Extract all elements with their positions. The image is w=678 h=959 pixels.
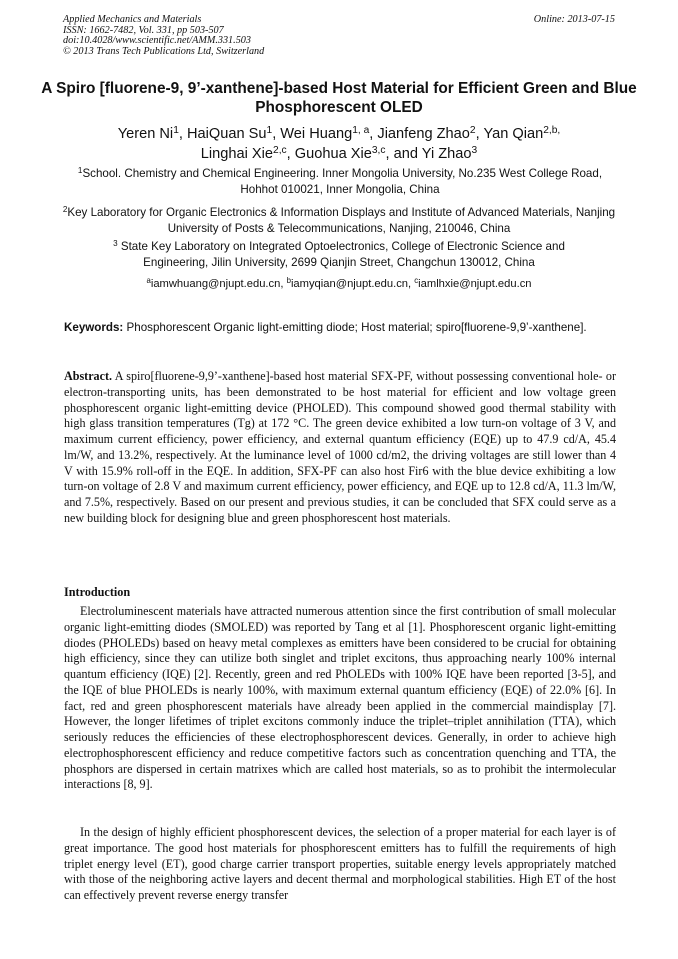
author-sup: 3 bbox=[471, 145, 478, 157]
author-list bbox=[60, 124, 618, 164]
author-name: Wei Huang bbox=[280, 126, 353, 142]
author-sep: , bbox=[369, 126, 378, 142]
intro-paragraph-1: Electroluminescent materials have attracted numerous attention since the first contribution of small molecular organic light-emitting diodes (SMOLED) was reported by Tang et al [1]. Phosphorescent organic light-emitting diodes (PHOLEDs) based on heavy metal complexes as emitters have been considered to be crucial for obtaining high efficiency, since they can utilize both singlet and triplet excitons, thus approaching nearly 100% internal quantum efficiency (IQE) [2]. Recently, green and red PhOLEDs with 100% IQE have been reported [3-5], and the IQE of blue PHOLEDs is nearly 100%, with maximum external quantum efficiency (EQE) of 22.0% [6]. In fact, red and green phosphorescent materials have already been applied in the commercial maindisplay [7]. However, the longer lifetimes of triplet excitons commonly induce the triplet–triplet annihilation (TTA), which seriously reduces the efficiencies of these electrophosphorescent devices. Generally, in order to achieve high electrophosphorescent efficiency and reduce competitive factors such as concentration quenching and TTA, the phosphors are dispersed in certain matrixes which are called host materials, so as to prohibit the intermolecular interactions [8, 9]. bbox=[64, 604, 616, 792]
paper-title: A Spiro [fluorene-9, 9’-xanthene]-based Host Material for Efficient Green and Blue Phosphorescent OLED bbox=[41, 80, 637, 116]
journal-header bbox=[63, 15, 615, 57]
abstract-label: Abstract. bbox=[64, 369, 113, 383]
author-name: Guohua Xie bbox=[294, 146, 372, 162]
author-sep: , bbox=[475, 126, 484, 142]
doi: doi:10.4028/www.scientific.net/AMM.331.503 bbox=[63, 35, 251, 47]
copyright: © 2013 Trans Tech Publications Ltd, Switzerland bbox=[63, 45, 265, 57]
affiliation-2: $^2$Key Laboratory for Organic Electronics & Information Displays and Institute of Advanced Materials, Nanjing University of Posts & Telecommunications, Nanjing, 210046, China bbox=[62, 205, 616, 235]
author-sup: 2,c bbox=[273, 145, 287, 157]
affiliation-3: $^3$ State Key Laboratory on Integrated Optoelectronics, College of Electronic Science and Engineering, Jilin University, 2699 Qianjin Street, Changchun 130012, China bbox=[113, 239, 565, 269]
author-sep: , bbox=[178, 126, 187, 142]
journal-name: Applied Mechanics and Materials bbox=[63, 14, 202, 25]
online-date: Online: 2013-07-15 bbox=[533, 14, 615, 25]
author-sep: , bbox=[272, 126, 281, 142]
keywords-text: Phosphorescent Organic light-emitting diode; Host material; spiro[fluorene-9,9’-xanthene]. bbox=[126, 321, 587, 334]
author-sep: , bbox=[286, 146, 295, 162]
keywords bbox=[64, 320, 616, 335]
issn: ISSN: 1662-7482, Vol. 331, pp 503-507 bbox=[63, 24, 224, 36]
abstract-text: A spiro[fluorene-9,9’-xanthene]-based host material SFX-PF, without possessing conventional hole- or electron-transporting units, has been demonstrated to be host material for efficient and low voltage green phosphorescent organic light-emitting device (PHOLED). This compound showed good thermal stability with high glass transition temperatures (Tg) at 172 °C. The green device exhibited a low turn-on voltage of 3 V, and maximum current efficiency, power efficiency, and external quantum efficiency (EQE) up to 47.9 cd/A, 45.4 lm/W, and 13.2%, respectively. At the luminance level of 1000 cd/m2, the driving voltages are still lower than 4 V with 15.9% roll-off in the EQE. In addition, SFX-PF can also host Fir6 with the blue device exhibiting a low turn-on voltage of 2.8 V and maximum current efficiency, power efficiency, and EQE up to 12.8 cd/A, 11.3 lm/W, and 7.5%, respectively. Based on our present and previous studies, it can be concluded that SFX could serve as a new building block for designing blue and green phosphorescent host materials. bbox=[64, 369, 617, 525]
keywords-label: Keywords: bbox=[64, 321, 124, 334]
abstract bbox=[64, 369, 616, 527]
author-sup: 2,b, bbox=[543, 125, 561, 137]
author-name: Jianfeng Zhao bbox=[377, 126, 470, 142]
author-sup: 1, a bbox=[352, 125, 370, 137]
author-name: HaiQuan Su bbox=[186, 126, 267, 142]
author-sep: , and bbox=[385, 146, 422, 162]
author-sup: 3,c bbox=[371, 145, 386, 157]
email-list: $^a$iamwhuang@njupt.edu.cn, $^b$iamyqian@njupt.edu.cn, $^c$iamlhxie@njupt.edu.cn bbox=[146, 276, 532, 290]
author-sup: 1 bbox=[266, 125, 273, 137]
author-sup: 1 bbox=[173, 125, 179, 137]
affiliation-1: $^1$School. Chemistry and Chemical Engineering. Inner Mongolia University, No.235 West College Road, Hohhot 010021, Inner Mongolia, China bbox=[77, 166, 603, 196]
intro-paragraph-2: In the design of highly efficient phosphorescent devices, the selection of a proper material for each layer is of great importance. The good host materials for phosphorescent emitters has to fulfill the requirements of high triplet energy level (ET), good charge carrier transport properties, suitable energy levels appropriately matched with those of the neighboring active layers and decent thermal and morphological stabilities. High ET of the host can effectively prevent reverse energy transfer bbox=[64, 825, 616, 902]
author-name: Yan Qian bbox=[483, 126, 544, 142]
section-heading-introduction: Introduction bbox=[64, 585, 131, 599]
author-sup: 2 bbox=[469, 125, 476, 137]
author-name: Yeren Ni bbox=[117, 126, 174, 142]
author-name: Linghai Xie bbox=[200, 146, 274, 162]
author-name: Yi Zhao bbox=[421, 146, 472, 162]
